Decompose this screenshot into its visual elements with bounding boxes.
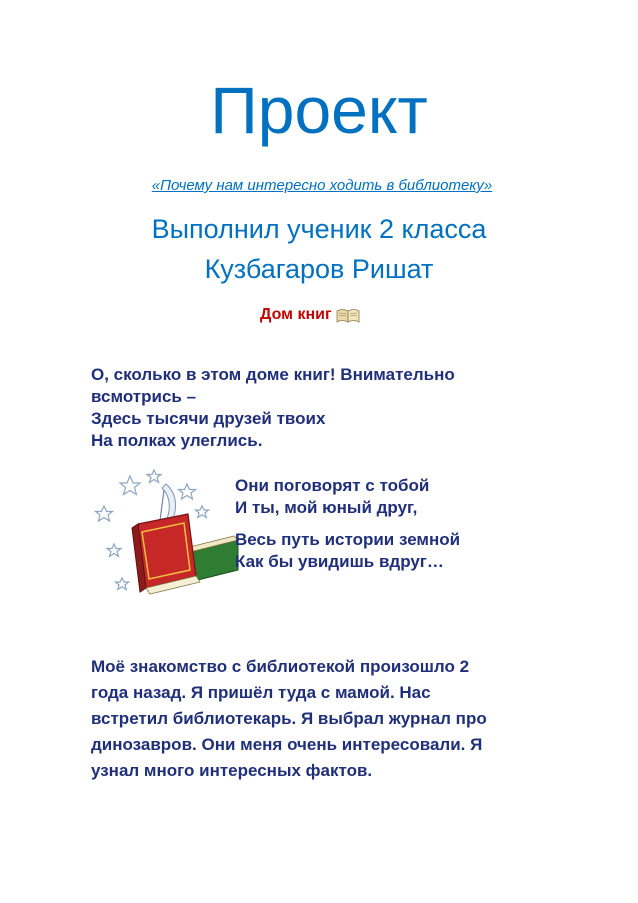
page-title: Проект bbox=[210, 73, 428, 147]
open-book-icon bbox=[336, 307, 360, 323]
poem-line: И ты, мой юный друг, bbox=[235, 498, 418, 517]
author-line-1: Выполнил ученик 2 класса bbox=[151, 214, 487, 244]
poem-line: всмотрись – bbox=[91, 387, 197, 406]
paragraph-line: узнал много интересных фактов. bbox=[91, 761, 373, 780]
paragraph-line: года назад. Я пришёл туда с мамой. Нас bbox=[91, 683, 431, 702]
project-subtitle: «Почему нам интересно ходить в библиотеку» bbox=[151, 177, 493, 194]
story-paragraph bbox=[91, 654, 487, 784]
poem-line: На полках улеглись. bbox=[91, 431, 263, 450]
poem-title-text: Дом книг bbox=[260, 306, 332, 323]
poem-line: О, сколько в этом доме книг! Внимательно bbox=[91, 365, 455, 384]
poem-line: Здесь тысячи друзей твоих bbox=[91, 409, 326, 428]
paragraph-line: Моё знакомство с библиотекой произошло 2 bbox=[91, 657, 470, 676]
poem-title bbox=[260, 304, 360, 326]
books-with-quill-icon bbox=[92, 466, 240, 604]
poem-stanza-2 bbox=[235, 475, 460, 573]
paragraph-line: динозавров. Они меня очень интересовали. Я bbox=[91, 735, 483, 754]
poem-line: Весь путь истории земной bbox=[235, 530, 461, 549]
author-line-2: Кузбагаров Ришат bbox=[204, 254, 434, 284]
poem-stanza-1 bbox=[91, 364, 455, 452]
paragraph-line: встретил библиотекарь. Я выбрал журнал про bbox=[91, 709, 487, 728]
poem-line: Как бы увидишь вдруг… bbox=[235, 552, 444, 571]
poem-line: Они поговорят с тобой bbox=[235, 476, 430, 495]
